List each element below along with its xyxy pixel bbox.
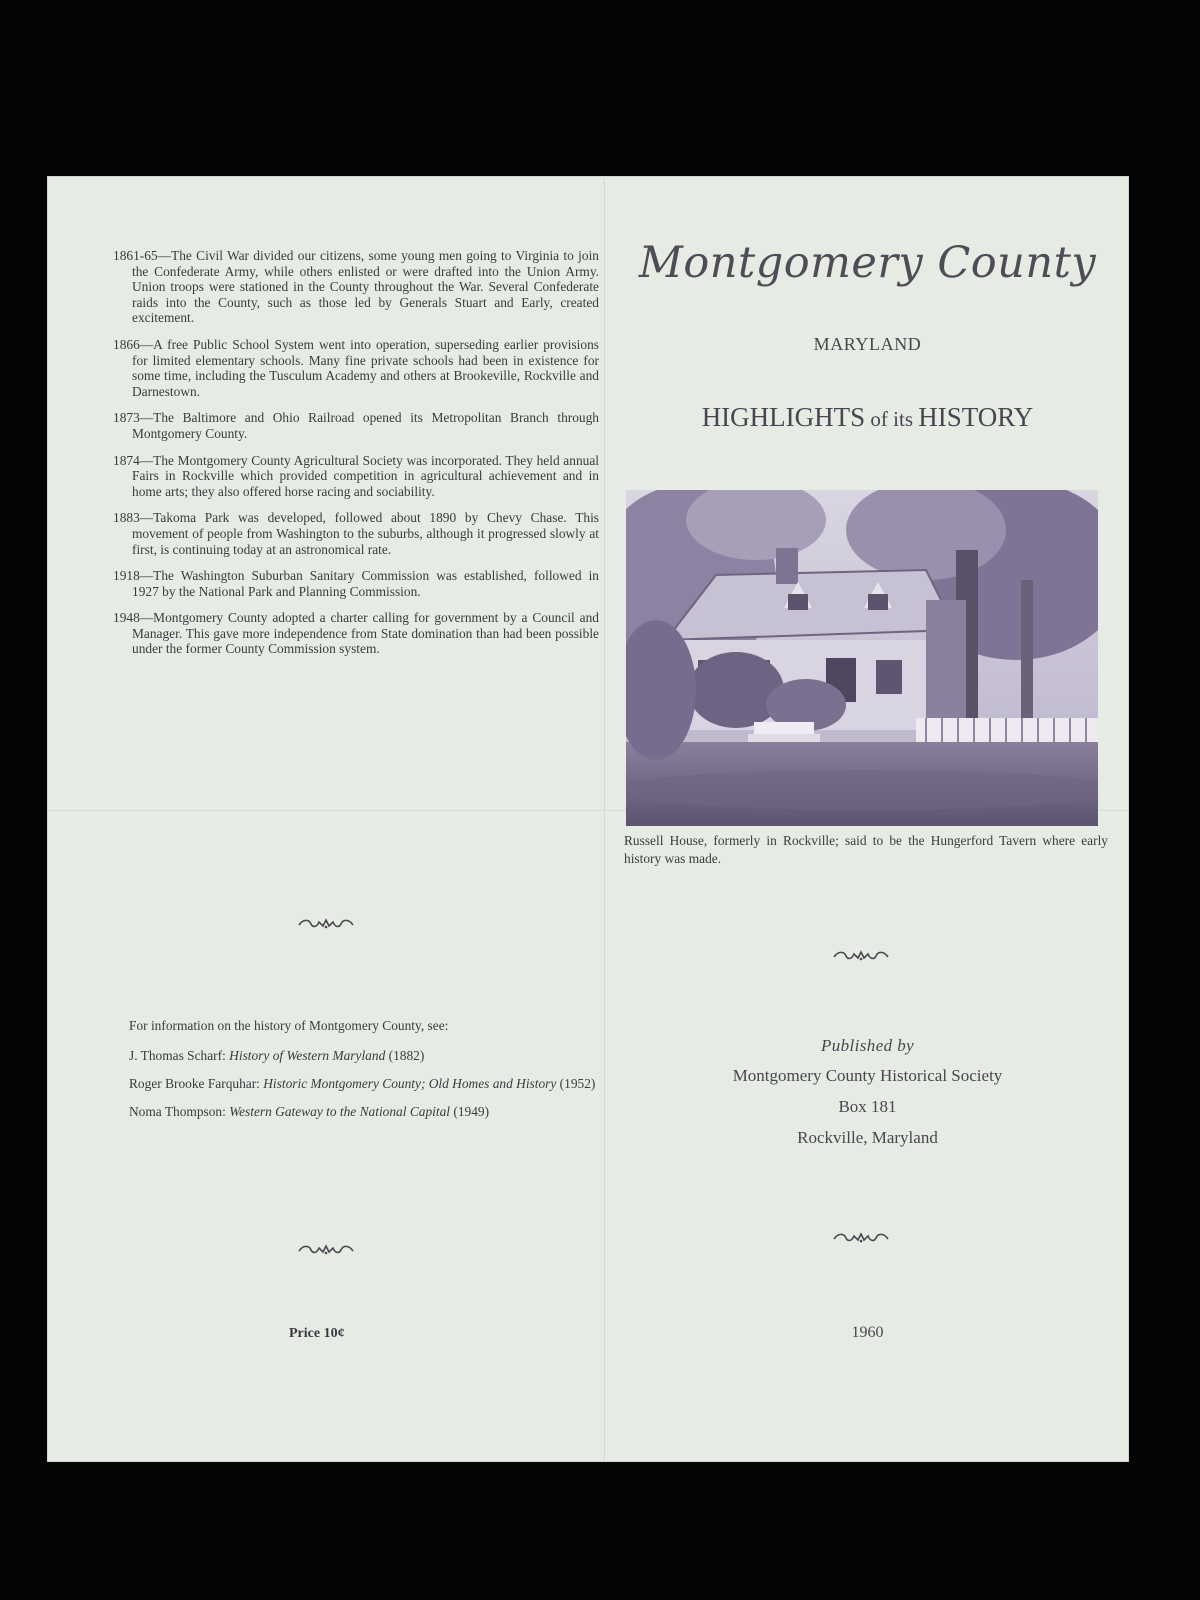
published-by-label: Published by xyxy=(820,1036,915,1055)
timeline-entry-1883: 1883—Takoma Park was developed, followed about 1890 by Chevy Chase. This movement of people from Washington to the suburbs, although it progressed slowly at first, is continuing today at an astronomical rate. xyxy=(113,510,599,557)
timeline-entry-1948: 1948—Montgomery County adopted a charter calling for government by a Council and Manager. This gave more independence from State domination than had been possible under the former County Commission system. xyxy=(113,610,599,657)
references-section xyxy=(129,1018,599,1132)
subtitle-word-highlights: HIGHLIGHTS xyxy=(701,402,866,432)
timeline-entry-1874: 1874—The Montgomery County Agricultural Society was incorporated. They held annual Fairs in Rockville which provided competition in agricultural achievement and in home arts; they also offered horse racing and sociability. xyxy=(113,452,599,499)
reference-item xyxy=(129,1104,599,1120)
photo-caption: Russell House, formerly in Rockville; said to be the Hungerford Tavern where early history was made. xyxy=(624,833,1108,866)
reference-title: Western Gateway to the National Capital xyxy=(229,1104,451,1119)
publication-year: 1960 xyxy=(851,1324,884,1341)
reference-author: Roger Brooke Farquhar: xyxy=(129,1076,264,1091)
publisher-box: Box 181 xyxy=(838,1097,897,1116)
ornament-flourish-icon xyxy=(297,916,355,930)
timeline-entry-1918: 1918—The Washington Suburban Sanitary Commission was established, followed in 1927 by the National Park and Planning Commission. xyxy=(113,568,599,599)
reference-year: (1882) xyxy=(385,1048,425,1063)
ornament-flourish-icon xyxy=(832,948,890,962)
reference-year: (1949) xyxy=(450,1104,490,1119)
reference-title: History of Western Maryland xyxy=(229,1048,386,1063)
publisher-city: Rockville, Maryland xyxy=(797,1128,938,1147)
ornament-flourish-icon xyxy=(297,1242,355,1256)
references-intro: For information on the history of Montgomery County, see: xyxy=(129,1018,449,1033)
left-panel xyxy=(47,176,604,1462)
ornament-flourish-icon xyxy=(832,1230,890,1244)
reference-title: Historic Montgomery County; Old Homes and History xyxy=(263,1076,557,1091)
reference-author: Noma Thompson: xyxy=(129,1104,230,1119)
subtitle-word-history: HISTORY xyxy=(918,402,1034,432)
history-timeline xyxy=(113,248,599,668)
timeline-entry-1861: 1861-65—The Civil War divided our citizens, some young men going to Virginia to join the Confederate Army, while others enlisted or were drafted into the Union Army. Union troops were stationed in the County throughout the War. Several Confederate raids into the County, such as those led by Generals Stuart and Early, created excitement. xyxy=(113,248,599,326)
publisher-name: Montgomery County Historical Society xyxy=(732,1066,1003,1085)
reference-item xyxy=(129,1076,599,1092)
reference-year: (1952) xyxy=(556,1076,596,1091)
timeline-entry-1866: 1866—A free Public School System went into operation, superseding earlier provisions for limited elementary schools. Many fine private schools had been in existence for some time, including the Tusculum Academy and others at Brookeville, Rockville and Darnestown. xyxy=(113,336,599,399)
subtitle-heading xyxy=(606,402,1129,433)
russell-house-photo xyxy=(626,490,1098,826)
reference-item xyxy=(129,1048,599,1064)
timeline-entry-1873: 1873—The Baltimore and Ohio Railroad opened its Metropolitan Branch through Montgomery County. xyxy=(113,410,599,441)
subtitle-word-of-its: of its xyxy=(865,407,919,431)
right-panel xyxy=(606,176,1129,1462)
state-name: MARYLAND xyxy=(813,334,922,354)
price-label: Price 10¢ xyxy=(289,1326,345,1341)
brochure-title: Montgomery County xyxy=(638,238,1097,288)
reference-author: J. Thomas Scharf: xyxy=(129,1048,230,1063)
